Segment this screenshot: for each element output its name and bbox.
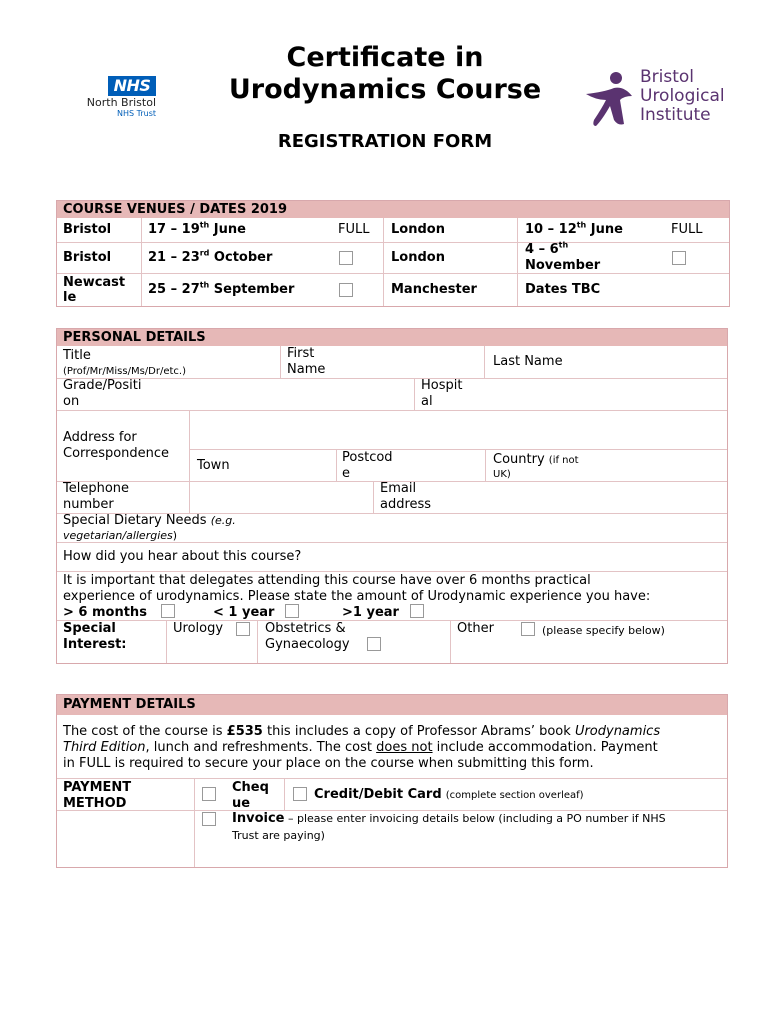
first-name-label: First <box>287 346 315 361</box>
exp-6-months-checkbox[interactable] <box>161 604 175 618</box>
postcode-label-cont: e <box>342 466 350 481</box>
title-hint: (Prof/Mr/Miss/Ms/Dr/etc.) <box>63 366 186 377</box>
card-label: Credit/Debit Card (complete section overleaf) <box>314 787 584 802</box>
title-label: Title <box>63 348 91 363</box>
other-hint: (please specify below) <box>542 624 665 637</box>
venue-city: Bristol <box>63 222 112 237</box>
hospital-label-cont: al <box>421 394 433 409</box>
obstetrics-checkbox[interactable] <box>367 637 381 651</box>
experience-text-1: It is important that delegates attending this course have over 6 months practical <box>63 573 591 588</box>
invoice-checkbox[interactable] <box>202 812 216 826</box>
experience-text-2: experience of urodynamics. Please state the amount of Urodynamic experience you have: <box>63 589 651 604</box>
cheque-checkbox[interactable] <box>202 787 216 801</box>
bui-line-2: Urological <box>640 86 725 106</box>
interest-label-cont: Interest: <box>63 637 127 652</box>
venue-dates: 4 – 6th <box>525 240 569 257</box>
exp-more-1-year-checkbox[interactable] <box>410 604 424 618</box>
venue-dates: 21 – 23rd October <box>148 248 273 265</box>
last-name-label: Last Name <box>493 354 563 369</box>
venue-status: FULL <box>671 222 703 237</box>
bui-line-1: Bristol <box>640 67 695 87</box>
dietary-hint: vegetarian/allergies) <box>63 529 178 542</box>
venue-dates: Dates TBC <box>525 282 601 297</box>
nhs-trust-name: NHS Trust <box>117 109 156 118</box>
form-subtitle: REGISTRATION FORM <box>277 131 493 152</box>
venue-status: FULL <box>338 222 370 237</box>
country-label: Country (if not <box>493 452 579 467</box>
title-line-1: Certificate in <box>286 42 484 73</box>
other-checkbox[interactable] <box>521 622 535 636</box>
hospital-label: Hospit <box>421 378 463 393</box>
venue-checkbox[interactable] <box>672 251 686 265</box>
venue-dates: 25 – 27th September <box>148 280 295 297</box>
first-name-label-cont: Name <box>287 362 326 377</box>
venue-month: November <box>525 258 601 273</box>
obstetrics-label-cont: Gynaecology <box>265 637 350 652</box>
exp-option-more-1-year: >1 year <box>342 605 399 620</box>
cheque-label: Cheq <box>232 780 269 795</box>
bui-logo-text <box>640 68 725 125</box>
obstetrics-label: Obstetrics & <box>265 621 346 636</box>
nhs-logo: NHS <box>108 76 156 96</box>
town-label: Town <box>197 458 230 473</box>
postcode-label: Postcod <box>342 450 393 465</box>
invoice-hint: Trust are paying) <box>232 829 325 842</box>
interest-label: Special <box>63 621 116 636</box>
venue-city: London <box>391 250 445 265</box>
email-label-cont: address <box>380 497 432 512</box>
payment-heading: PAYMENT DETAILS <box>57 695 727 715</box>
grade-label-cont: on <box>63 394 80 409</box>
exp-less-1-year-checkbox[interactable] <box>285 604 299 618</box>
bui-line-3: Institute <box>640 105 711 125</box>
payment-method-label-cont: METHOD <box>63 796 127 811</box>
payment-section <box>56 694 728 868</box>
nhs-org-name: North Bristol <box>86 96 156 109</box>
cost-line-1: The cost of the course is £535 this includes a copy of Professor Abrams’ book Urodynamics <box>63 724 661 739</box>
exp-option-less-1-year: < 1 year <box>213 605 275 620</box>
address-label: Address for <box>63 430 137 445</box>
urology-label: Urology <box>173 621 224 636</box>
address-label-cont: Correspondence <box>63 446 170 461</box>
venue-dates: 10 – 12th June <box>525 220 623 237</box>
cost-line-3: in FULL is required to secure your place on the course when submitting this form. <box>63 756 594 771</box>
venue-city-cont: le <box>63 290 77 305</box>
cheque-label-cont: ue <box>232 796 251 811</box>
venue-checkbox[interactable] <box>339 251 353 265</box>
exp-option-6-months: > 6 months <box>63 605 147 620</box>
bui-figure-icon <box>584 70 636 128</box>
venue-city: Bristol <box>63 250 112 265</box>
venue-city: Manchester <box>391 282 477 297</box>
venue-checkbox[interactable] <box>339 283 353 297</box>
email-label: Email <box>380 481 417 496</box>
venues-heading: COURSE VENUES / DATES 2019 <box>57 201 729 218</box>
personal-heading: PERSONAL DETAILS <box>57 329 727 346</box>
telephone-label: Telephone <box>63 481 130 496</box>
cost-line-2: Third Edition, lunch and refreshments. The cost does not include accommodation. Payment <box>63 740 658 755</box>
title-line-2: Urodynamics Course <box>228 74 542 105</box>
grade-label: Grade/Positi <box>63 378 142 393</box>
other-label: Other <box>457 621 494 636</box>
payment-method-label: PAYMENT <box>63 780 132 795</box>
card-checkbox[interactable] <box>293 787 307 801</box>
urology-checkbox[interactable] <box>236 622 250 636</box>
hear-label: How did you hear about this course? <box>63 549 302 564</box>
venue-city: Newcast <box>63 275 126 290</box>
venue-dates: 17 – 19th June <box>148 220 246 237</box>
venue-city: London <box>391 222 445 237</box>
country-hint: UK) <box>493 469 511 480</box>
dietary-label: Special Dietary Needs (e.g. <box>63 513 236 528</box>
telephone-label-cont: number <box>63 497 114 512</box>
invoice-label: Invoice – please enter invoicing details below (including a PO number if NHS <box>232 811 666 826</box>
